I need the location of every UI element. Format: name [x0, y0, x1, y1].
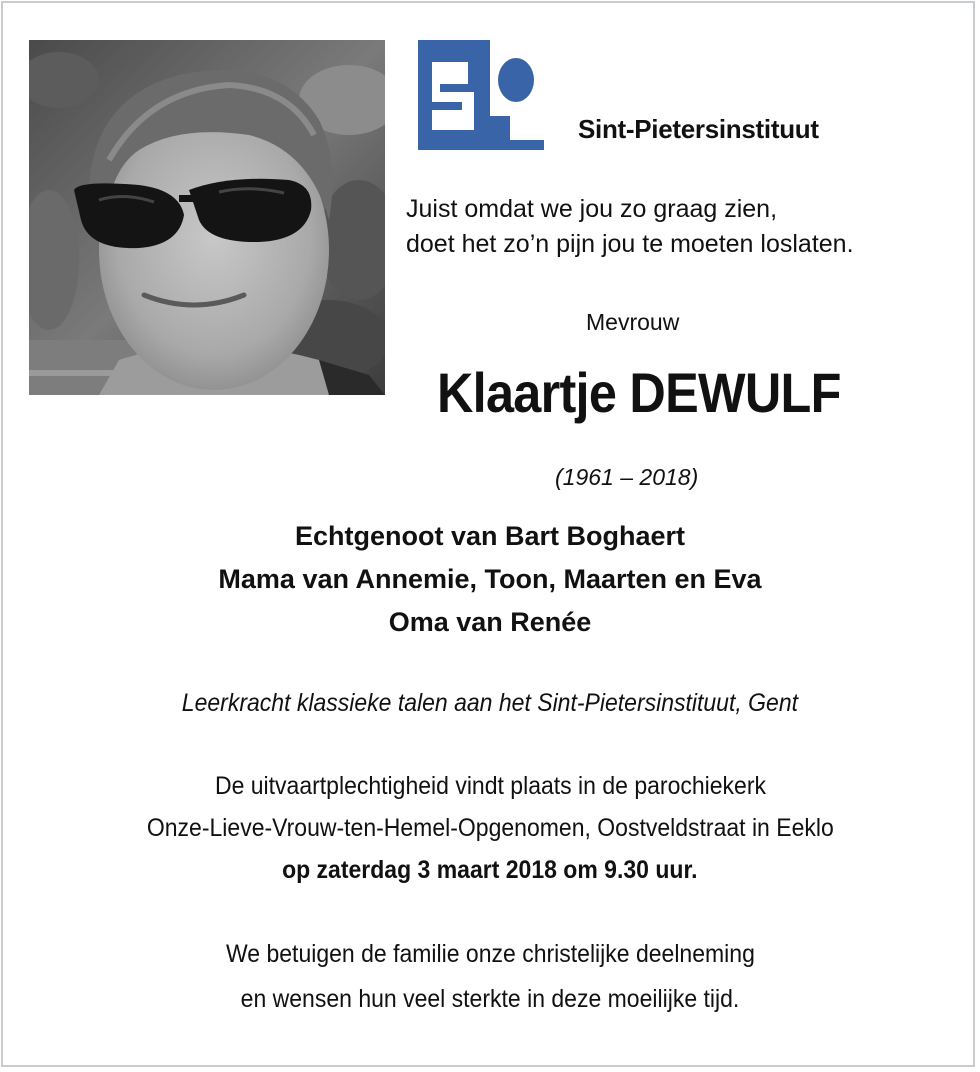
ceremony-info: [0, 765, 980, 891]
portrait-photo: [29, 40, 385, 395]
family-list: [0, 515, 980, 644]
family-line: Mama van Annemie, Toon, Maarten en Eva: [218, 564, 762, 594]
condolence-line: [0, 932, 980, 977]
family-line: Echtgenoot van Bart Boghaert: [294, 521, 686, 551]
ceremony-text: De uitvaartplechtigheid vindt plaats in de parochiekerk: [214, 772, 766, 800]
condolence-message: [0, 932, 980, 1022]
family-line: Oma van Renée: [388, 607, 592, 637]
profession: [0, 686, 980, 720]
school-name: Sint-Pietersinstituut: [578, 114, 819, 144]
ceremony-line: [0, 807, 980, 849]
school-logo: [418, 40, 544, 150]
life-years: (1961 – 2018): [555, 464, 699, 490]
ceremony-location: Onze-Lieve-Vrouw-ten-Hemel-Opgenomen, Oostveldstraat in Eeklo: [146, 814, 834, 842]
deceased-name: Klaartje DEWULF: [437, 361, 841, 424]
memorial-quote: [406, 192, 946, 262]
ceremony-datetime: [0, 849, 980, 891]
honorific: Mevrouw: [586, 309, 680, 335]
condolence-line: [0, 977, 980, 1022]
condolence-text: We betuigen de familie onze christelijke deelneming: [225, 940, 755, 968]
quote-line: doet het zo’n pijn jou te moeten loslaten.: [406, 230, 854, 258]
profession-text: Leerkracht klassieke talen aan het Sint-Pietersinstituut, Gent: [181, 689, 799, 717]
condolence-text: en wensen hun veel sterkte in deze moeilijke tijd.: [240, 985, 740, 1013]
quote-line: Juist omdat we jou zo graag zien,: [406, 195, 778, 223]
ceremony-line: [0, 765, 980, 807]
ceremony-datetime-text: op zaterdag 3 maart 2018 om 9.30 uur.: [282, 856, 698, 884]
